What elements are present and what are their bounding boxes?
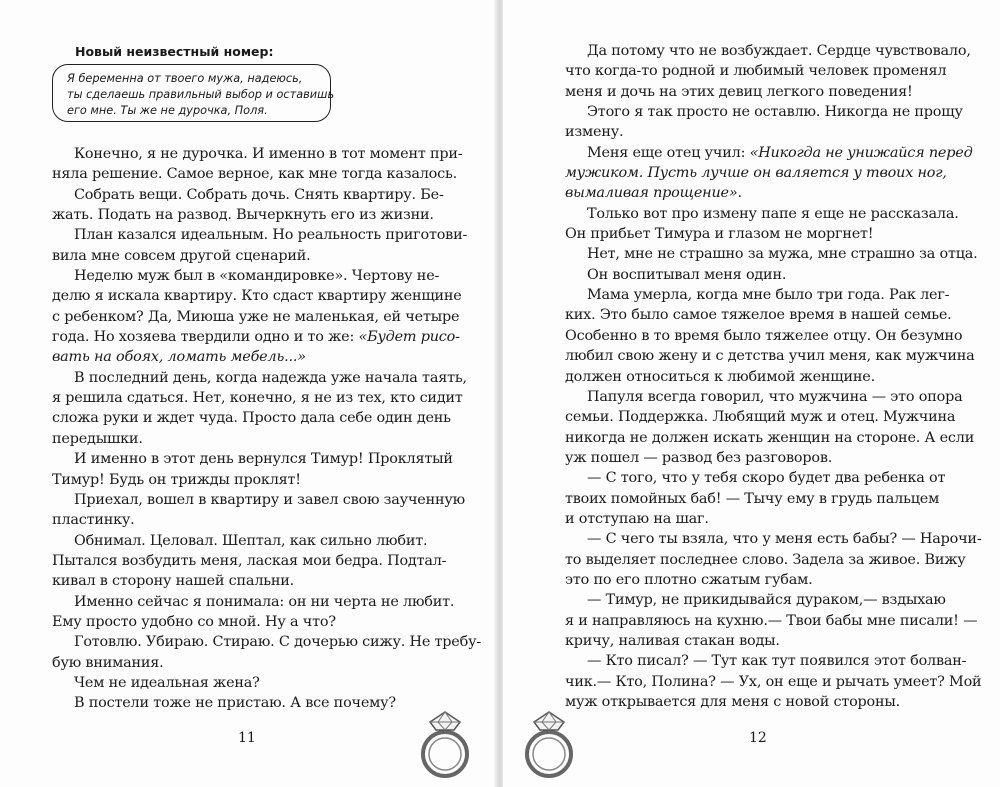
- text-line: Приехал, вошел в квартиру и завел свою заученную: [74, 491, 465, 508]
- text-line: с ребенком? Да, Миюша уже не маленькая, ей четыре: [52, 308, 460, 325]
- text-line: твоих помойных баб! — Тычу ему в грудь пальцем: [565, 490, 940, 507]
- text-line: пластинку.: [52, 512, 135, 529]
- sms-line: ты сделаешь правильный выбор и оставишь: [67, 88, 335, 101]
- sms-bubble: [52, 64, 335, 122]
- text-line: Именно сейчас я понимала: он ни черта не любит.: [74, 593, 455, 610]
- text-line: кричу, наливая стакан воды.: [565, 632, 780, 649]
- text-line: Особенно в то время было тяжелее отцу. Он безумно: [565, 327, 963, 344]
- text-line: и отступаю на шаг.: [565, 510, 709, 527]
- text-line: Меня еще отец учил: «Никогда не унижайся перед: [587, 144, 973, 161]
- text-line: измену.: [565, 124, 624, 141]
- text-line: это по его плотно сжатым губам.: [565, 571, 813, 588]
- text-line: семьи. Поддержка. Любящий муж и отец. Мужчина: [565, 409, 956, 426]
- text-line: Да потому что не возбуждает. Сердце чувствовало,: [587, 43, 971, 59]
- text-line: сложа руки и ждет чуда. Просто дала себе один день: [52, 410, 451, 427]
- text-line: И именно в этот день вернулся Тимур! Проклятый: [74, 451, 453, 468]
- text-line: что когда-то родной и любимый человек променял: [565, 63, 947, 80]
- text-line: Ему просто удобно со мной. Ну а что?: [52, 613, 336, 630]
- text-line: — С того, что у тебя скоро будет два ребенка от: [587, 470, 946, 487]
- text-line: Он прибьет Тимура и глазом не моргнет!: [565, 226, 874, 243]
- text-line: Собрать вещи. Собрать дочь. Снять квартиру. Бе-: [74, 186, 444, 203]
- text-line: Пытался возбудить меня, лаская мои бедра. Подтал-: [52, 552, 447, 569]
- right-page: [503, 0, 1000, 787]
- text-line: года. Но хозяева твердили одно и то же: «Будет рисо-: [52, 329, 460, 346]
- text-line: бую внимания.: [52, 654, 164, 671]
- page-number-left: 11: [238, 730, 256, 746]
- text-line: Он воспитывал меня один.: [587, 266, 787, 283]
- text-line: Чем не идеальная жена?: [74, 674, 260, 691]
- text-line: няла решение. Самое верное, как мне тогда казалось.: [52, 166, 457, 183]
- text-line: Этого я так просто не оставлю. Никогда не прощу: [587, 104, 963, 121]
- diamond-ring-icon: [520, 710, 578, 782]
- text-line: делю я искала квартиру. Кто сдаст квартиру женщине: [52, 288, 462, 305]
- text-line: любил свою жену и с детства учил меня, как мужчина: [565, 348, 975, 365]
- text-line: — С чего ты взяла, что у меня есть бабы? — Нарочи-: [587, 531, 982, 548]
- text-line: вымаливая прощение».: [565, 185, 742, 202]
- text-line: вила мне совсем другой сценарий.: [52, 247, 311, 264]
- text-line: я и направляюсь на кухню.— Твои бабы мне писали! —: [565, 612, 978, 629]
- text-line: Мама умерла, когда мне было три года. Рак лег-: [587, 287, 950, 304]
- text-line: должен относиться к любимой женщине.: [565, 368, 875, 385]
- text-line: В последний день, когда надежда уже начала таять,: [74, 369, 467, 386]
- diamond-ring-icon: [416, 710, 474, 782]
- text-line: Обнимал. Целовал. Шептал, как сильно любит.: [74, 532, 428, 549]
- text-line: никогда не должен искать женщин на стороне. А если: [565, 429, 975, 446]
- text-line: чик.— Кто, Полина? — Ух, он еще и рычать умеет? Мой: [565, 673, 982, 690]
- sms-header: Новый неизвестный номер:: [75, 44, 274, 59]
- text-line: — Кто писал? — Тут как тут появился этот болван-: [587, 653, 967, 670]
- text-line: Папуля всегда говорил, что мужчина — это опора: [587, 388, 963, 405]
- right-body-text: [565, 41, 982, 712]
- text-line: я решила сдаться. Нет, конечно, я не из тех, кто сидит: [52, 390, 463, 407]
- text-line: Нет, мне не страшно за мужа, мне страшно за отца.: [587, 246, 978, 263]
- text-line: то выделяет последнее слово. Задела за живое. Вижу: [565, 551, 966, 568]
- text-line: кивал в сторону нашей спальни.: [52, 573, 295, 590]
- sms-line: его мне. Ты же не дурочка, Поля.: [67, 104, 268, 117]
- text-line: Конечно, я не дурочка. И именно в тот момент при-: [74, 146, 463, 162]
- text-line: Тимур! Будь он трижды проклят!: [52, 471, 301, 488]
- text-line: передышки.: [52, 430, 143, 447]
- text-line: уж пошел — развод без разговоров.: [565, 449, 833, 466]
- sms-line: Я беременна от твоего мужа, надеюсь,: [67, 72, 303, 85]
- left-page: [0, 0, 497, 787]
- text-line: Готовлю. Убираю. Стираю. С дочерью сижу. Не требу-: [74, 634, 482, 651]
- text-line: вать на обоях, ломать мебель...»: [52, 349, 306, 366]
- text-line: жать. Подать на развод. Вычеркнуть его из жизни.: [52, 207, 434, 224]
- text-line: — Тимур, не прикидывайся дураком,— вздыхаю: [587, 592, 946, 609]
- text-line: Только вот про измену папе я еще не рассказала.: [587, 205, 959, 222]
- text-line: меня и дочь на этих девиц легкого поведения!: [565, 83, 913, 100]
- text-line: План казался идеальным. Но реальность приготови-: [74, 227, 468, 244]
- page-number-right: 12: [749, 730, 767, 746]
- left-body-text: [52, 144, 482, 714]
- text-line: Неделю муж был в «командировке». Чертову не-: [74, 268, 440, 285]
- text-line: мужиком. Пусть лучше он валяется у твоих ног,: [565, 165, 947, 182]
- text-line: муж открывается для меня с новой стороны.: [565, 694, 901, 710]
- text-line: В постели тоже не пристаю. А все почему?: [74, 695, 396, 712]
- text-line: ких. Это было самое тяжелое время в нашей семье.: [565, 307, 952, 324]
